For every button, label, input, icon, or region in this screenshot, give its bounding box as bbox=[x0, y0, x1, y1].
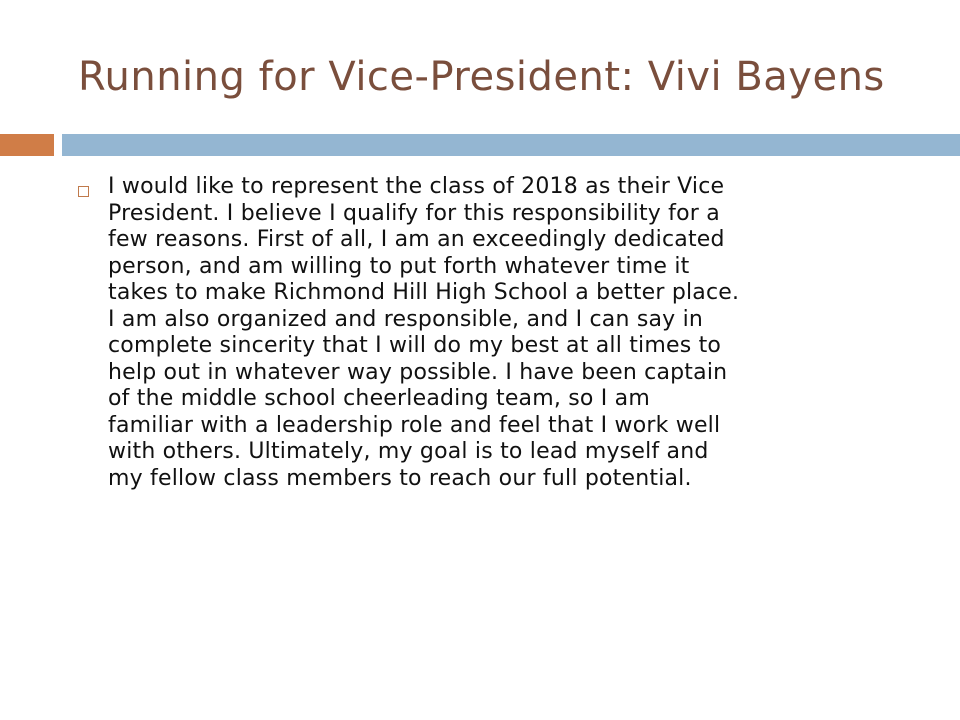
accent-bar-orange bbox=[0, 134, 54, 156]
square-bullet-icon bbox=[78, 186, 89, 197]
body-line: takes to make Richmond Hill High School a better place. bbox=[108, 280, 740, 305]
slide-title: Running for Vice-President: Vivi Bayens bbox=[78, 54, 885, 100]
body-line: few reasons. First of all, I am an exceedingly dedicated bbox=[108, 227, 725, 252]
bullet-item bbox=[78, 174, 938, 492]
body-line: person, and am willing to put forth whatever time it bbox=[108, 253, 690, 279]
body-line: of the middle school cheerleading team, so I am bbox=[108, 386, 650, 411]
accent-bar-blue bbox=[62, 134, 960, 156]
body-line: I would like to represent the class of 2018 as their Vice bbox=[108, 174, 725, 199]
slide-content bbox=[78, 174, 938, 492]
bullet-text bbox=[108, 174, 908, 492]
body-line: President. I believe I qualify for this responsibility for a bbox=[108, 200, 720, 226]
body-line: my fellow class members to reach our full potential. bbox=[108, 465, 692, 491]
body-line: I am also organized and responsible, and I can say in bbox=[108, 306, 704, 332]
body-line: help out in whatever way possible. I have been captain bbox=[108, 359, 728, 385]
body-line: complete sincerity that I will do my best at all times to bbox=[108, 333, 722, 358]
body-line: with others. Ultimately, my goal is to lead myself and bbox=[108, 439, 709, 464]
body-line: familiar with a leadership role and feel that I work well bbox=[108, 412, 721, 438]
